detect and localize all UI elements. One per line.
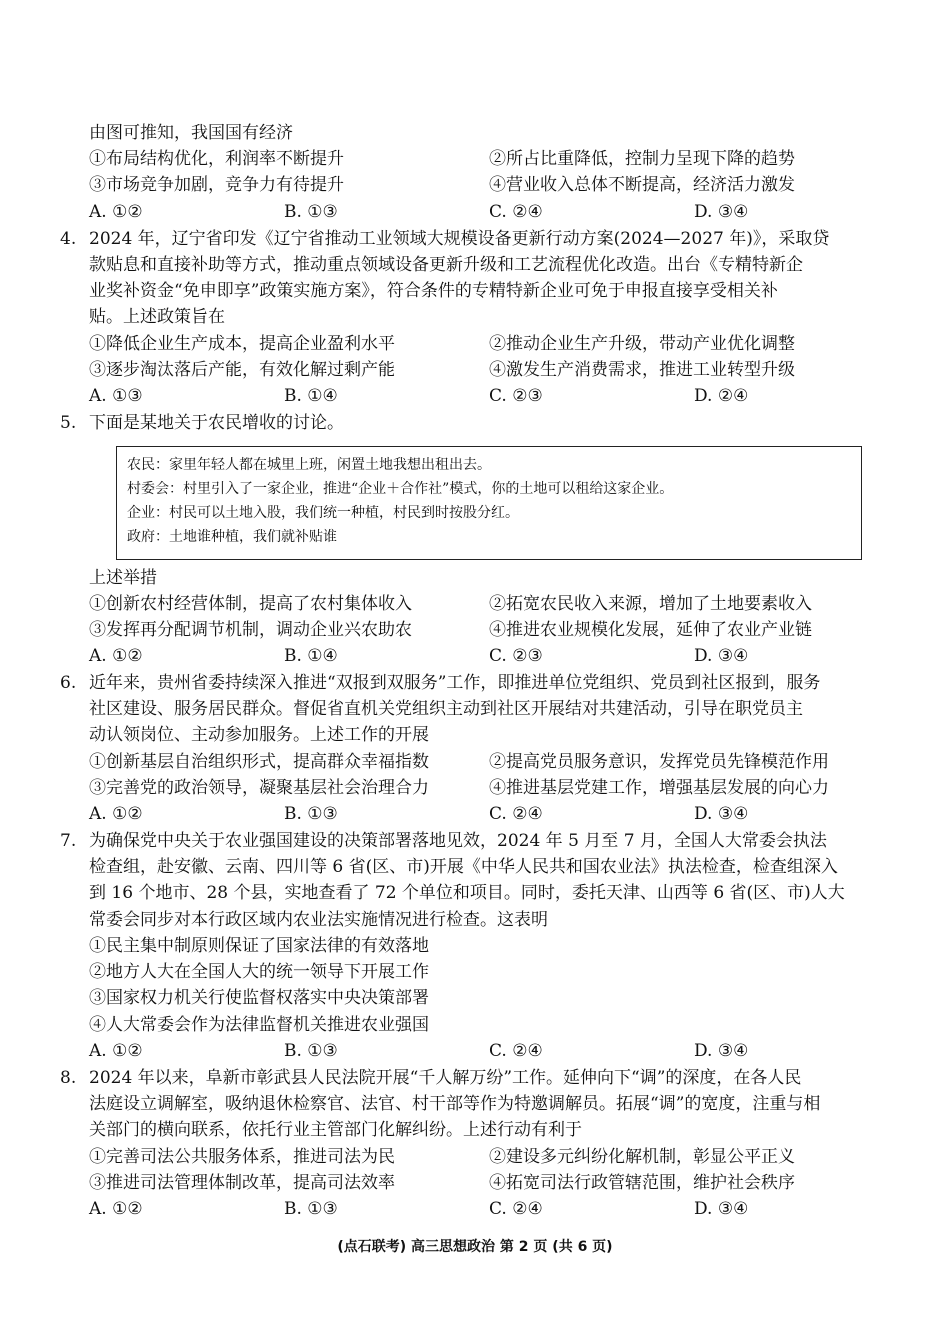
q6-choice-c: C. ②④ [489, 804, 543, 824]
q4-stem-line-4: 贴。上述政策旨在 [89, 307, 225, 327]
q4-option-2: ②推动企业生产升级，带动产业优化调整 [489, 334, 795, 354]
q4-choice-b: B. ①④ [284, 386, 338, 406]
q5-dialogue-village-committee: 村委会：村里引入了一家企业，推进“企业＋合作社”模式，你的土地可以租给这家企业。 [127, 481, 674, 497]
q4-option-1: ①降低企业生产成本，提高企业盈利水平 [89, 334, 395, 354]
q8-choice-b: B. ①③ [284, 1199, 338, 1219]
q6-stem-line-3: 动认领岗位、主动参加服务。上述工作的开展 [89, 725, 429, 745]
q3-choice-b: B. ①③ [284, 202, 338, 222]
q5-choice-c: C. ②③ [489, 646, 543, 666]
q4-choice-c: C. ②③ [489, 386, 543, 406]
q7-stem-line-1: 为确保党中央关于农业强国建设的决策部署落地见效，2024 年 5 月至 7 月，全国人大常委会执法 [89, 831, 827, 851]
q4-stem-line-1: 2024 年，辽宁省印发《辽宁省推动工业领域大规模设备更新行动方案(2024—2027 年)》，采取贷 [89, 229, 830, 249]
q4-number: 4. [60, 229, 77, 249]
q8-choice-c: C. ②④ [489, 1199, 543, 1219]
q6-option-2: ②提高党员服务意识，发挥党员先锋模范作用 [489, 752, 829, 772]
q7-choice-c: C. ②④ [489, 1041, 543, 1061]
q8-number: 8. [60, 1068, 77, 1088]
q8-stem-line-2: 法庭设立调解室，吸纳退休检察官、法官、村干部等作为特邀调解员。拓展“调”的宽度，注重与相 [89, 1094, 821, 1114]
q4-choice-d: D. ②④ [694, 386, 749, 406]
q4-stem-line-2: 款贴息和直接补助等方式，推动重点领域设备更新升级和工艺流程优化改造。出台《专精特新企 [89, 255, 803, 275]
q5-option-2: ②拓宽农民收入来源，增加了土地要素收入 [489, 594, 812, 614]
q5-option-3: ③发挥再分配调节机制，调动企业兴农助农 [89, 620, 412, 640]
q6-number: 6. [60, 673, 77, 693]
q3-option-2: ②所占比重降低，控制力呈现下降的趋势 [489, 149, 795, 169]
q3-stem-tail: 由图可推知，我国国有经济 [89, 123, 293, 143]
q5-stem-line-1: 下面是某地关于农民增收的讨论。 [89, 413, 344, 433]
q5-dialogue-box [116, 446, 862, 560]
q6-stem-line-1: 近年来，贵州省委持续深入推进“双报到双服务”工作，即推进单位党组织、党员到社区报到，服务 [89, 673, 821, 693]
q7-stem-line-3: 到 16 个地市、28 个县，实地查看了 72 个单位和项目。同时，委托天津、山西等 6 省(区、市)人大 [89, 883, 845, 903]
q7-option-4: ④人大常委会作为法律监督机关推进农业强国 [89, 1015, 429, 1035]
q7-stem-line-4: 常委会同步对本行政区域内农业法实施情况进行检查。这表明 [89, 910, 548, 930]
q7-choice-b: B. ①③ [284, 1041, 338, 1061]
q3-choice-a: A. ①② [89, 202, 143, 222]
q5-choice-b: B. ①④ [284, 646, 338, 666]
q4-option-4: ④激发生产消费需求，推进工业转型升级 [489, 360, 795, 380]
q8-option-1: ①完善司法公共服务体系，推进司法为民 [89, 1147, 395, 1167]
q3-choice-c: C. ②④ [489, 202, 543, 222]
q5-option-4: ④推进农业规模化发展，延伸了农业产业链 [489, 620, 812, 640]
q6-choice-b: B. ①③ [284, 804, 338, 824]
q5-dialogue-government: 政府：土地谁种植，我们就补贴谁 [127, 529, 337, 545]
q8-option-3: ③推进司法管理体制改革，提高司法效率 [89, 1173, 395, 1193]
q3-option-3: ③市场竞争加剧，竞争力有待提升 [89, 175, 344, 195]
q4-stem-line-3: 业奖补资金“免申即享”政策实施方案》，符合条件的专精特新企业可免于申报直接享受相关补 [89, 281, 778, 301]
q7-stem-line-2: 检查组，赴安徽、云南、四川等 6 省(区、市)开展《中华人民共和国农业法》执法检查，检查组深入 [89, 857, 838, 877]
q6-option-4: ④推进基层党建工作，增强基层发展的向心力 [489, 778, 829, 798]
q5-choice-d: D. ③④ [694, 646, 749, 666]
q4-option-3: ③逐步淘汰落后产能，有效化解过剩产能 [89, 360, 395, 380]
q6-choice-d: D. ③④ [694, 804, 749, 824]
q8-choice-a: A. ①② [89, 1199, 143, 1219]
q5-option-1: ①创新农村经营体制，提高了农村集体收入 [89, 594, 412, 614]
q6-option-1: ①创新基层自治组织形式，提高群众幸福指数 [89, 752, 429, 772]
q3-option-4: ④营业收入总体不断提高，经济活力激发 [489, 175, 795, 195]
q6-option-3: ③完善党的政治领导，凝聚基层社会治理合力 [89, 778, 429, 798]
q8-option-2: ②建设多元纠纷化解机制，彰显公平正义 [489, 1147, 795, 1167]
q8-option-4: ④拓宽司法行政管辖范围，维护社会秩序 [489, 1173, 795, 1193]
q7-option-1: ①民主集中制原则保证了国家法律的有效落地 [89, 936, 429, 956]
page-footer: (点石联考) 高三思想政治 第 2 页 (共 6 页) [337, 1239, 613, 1255]
q7-choice-d: D. ③④ [694, 1041, 749, 1061]
q7-option-2: ②地方人大在全国人大的统一领导下开展工作 [89, 962, 429, 982]
q8-choice-d: D. ③④ [694, 1199, 749, 1219]
q3-choice-d: D. ③④ [694, 202, 749, 222]
q6-choice-a: A. ①② [89, 804, 143, 824]
q8-stem-line-3: 关部门的横向联系，依托行业主管部门化解纠纷。上述行动有利于 [89, 1120, 582, 1140]
q5-choice-a: A. ①② [89, 646, 143, 666]
q5-stem-after: 上述举措 [89, 568, 157, 588]
q3-option-1: ①布局结构优化，利润率不断提升 [89, 149, 344, 169]
q7-choice-a: A. ①② [89, 1041, 143, 1061]
q7-number: 7. [60, 831, 77, 851]
q8-stem-line-1: 2024 年以来，阜新市彰武县人民法院开展“千人解万纷”工作。延伸向下“调”的深度，在各人民 [89, 1068, 802, 1088]
q5-dialogue-farmer: 农民：家里年轻人都在城里上班，闲置土地我想出租出去。 [127, 457, 491, 473]
q5-number: 5. [60, 413, 77, 433]
q7-option-3: ③国家权力机关行使监督权落实中央决策部署 [89, 988, 429, 1008]
q4-choice-a: A. ①③ [89, 386, 143, 406]
q6-stem-line-2: 社区建设、服务居民群众。督促省直机关党组织主动到社区开展结对共建活动，引导在职党员主 [89, 699, 803, 719]
q5-dialogue-enterprise: 企业：村民可以土地入股，我们统一种植，村民到时按股分红。 [127, 505, 519, 521]
